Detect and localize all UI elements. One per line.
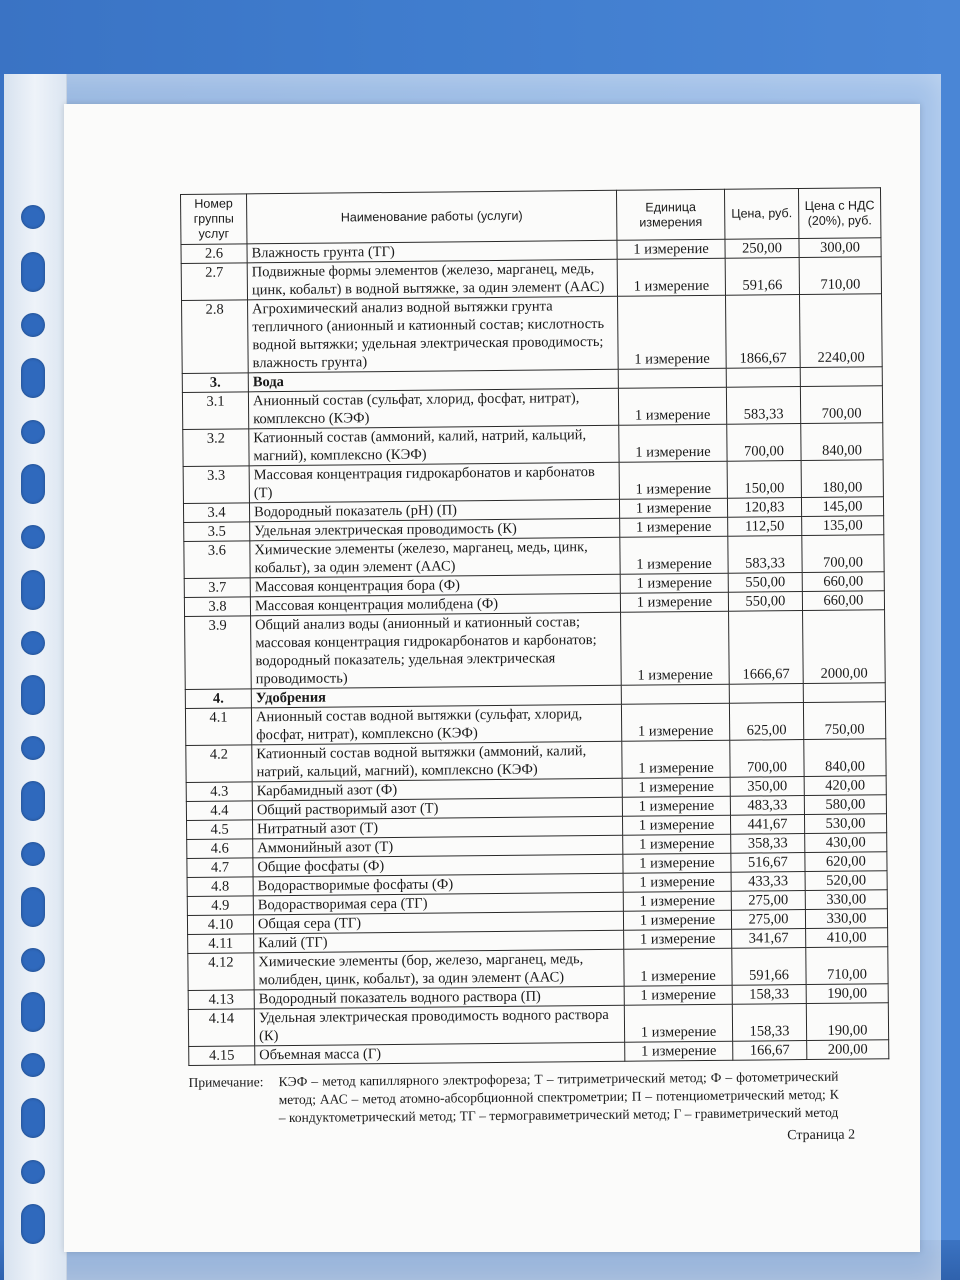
cell-number: 3. bbox=[182, 373, 248, 393]
punch-hole bbox=[21, 570, 45, 610]
cell-number: 4.10 bbox=[187, 915, 253, 935]
punch-hole bbox=[21, 631, 45, 655]
cell-price: 700,00 bbox=[727, 424, 801, 462]
document-content bbox=[180, 187, 889, 1150]
cell-number: 3.2 bbox=[183, 429, 249, 467]
cell-unit: 1 измерение bbox=[617, 239, 725, 259]
cell-name: Анионный состав (сульфат, хлорид, фосфат, нитрат), комплексно (КЭФ) bbox=[248, 388, 618, 429]
punch-hole bbox=[21, 992, 45, 1032]
punch-hole bbox=[21, 1098, 45, 1138]
cell-number: 3.4 bbox=[183, 503, 249, 523]
cell-price: 166,67 bbox=[733, 1041, 807, 1061]
cell-name: Общие фосфаты (Ф) bbox=[253, 854, 623, 877]
table-row bbox=[182, 386, 882, 430]
header-unit: Единица измерения bbox=[616, 189, 724, 240]
cell-number: 4.13 bbox=[188, 990, 254, 1010]
table-header-row bbox=[181, 188, 881, 245]
cell-number: 4.14 bbox=[188, 1009, 254, 1047]
table-row bbox=[184, 535, 884, 579]
cell-unit: 1 измерение bbox=[620, 517, 728, 537]
table-row bbox=[182, 294, 883, 374]
cell-number: 2.6 bbox=[181, 244, 247, 264]
cell-number: 4.15 bbox=[189, 1046, 255, 1066]
punch-hole bbox=[21, 887, 45, 927]
cell-name: Массовая концентрация бора (Ф) bbox=[250, 574, 620, 597]
cell-name: Водорастворимые фосфаты (Ф) bbox=[253, 873, 623, 896]
cell-price-vat: 840,00 bbox=[804, 739, 886, 777]
punch-hole bbox=[21, 1160, 45, 1184]
cell-price: 120,83 bbox=[727, 498, 801, 518]
header-price-vat: Цена с НДС (20%), руб. bbox=[798, 188, 880, 239]
paper-sheet bbox=[64, 104, 920, 1252]
cell-number: 4.9 bbox=[187, 896, 253, 916]
cell-price: 700,00 bbox=[730, 740, 804, 778]
cell-name: Удобрения bbox=[251, 685, 621, 708]
cell-unit: 1 измерение bbox=[624, 929, 732, 949]
cell-name: Массовая концентрация гидрокарбонатов и карбонатов (Т) bbox=[249, 462, 619, 503]
cell-price-vat: 750,00 bbox=[803, 702, 885, 740]
cell-unit: 1 измерение bbox=[619, 498, 727, 518]
page-number: Страница 2 bbox=[787, 1127, 856, 1144]
cell-price: 625,00 bbox=[729, 703, 803, 741]
cell-price: 583,33 bbox=[726, 387, 800, 425]
cell-number: 4.8 bbox=[187, 877, 253, 897]
cell-price: 591,66 bbox=[725, 258, 799, 296]
cell-number: 3.6 bbox=[184, 541, 250, 579]
cell-unit: 1 измерение bbox=[624, 948, 732, 986]
cell-price: 341,67 bbox=[732, 929, 806, 949]
cell-unit: 1 измерение bbox=[620, 573, 728, 593]
cell-price: 158,33 bbox=[732, 1004, 806, 1042]
cell-price-vat: 520,00 bbox=[805, 871, 887, 891]
cell-name: Общий растворимый азот (Т) bbox=[252, 797, 622, 820]
punch-hole bbox=[21, 358, 45, 398]
cell-number: 2.7 bbox=[181, 263, 247, 301]
punch-hole bbox=[21, 781, 45, 821]
cell-name: Катионный состав (аммоний, калий, натрий, кальций, магний), комплексно (КЭФ) bbox=[249, 425, 619, 466]
punch-hole bbox=[21, 313, 45, 337]
punch-hole bbox=[21, 252, 45, 292]
header-service-name: Наименование работы (услуги) bbox=[247, 190, 617, 244]
cell-unit: 1 измерение bbox=[622, 777, 730, 797]
cell-price: 516,67 bbox=[731, 853, 805, 873]
cell-number: 4.12 bbox=[188, 953, 254, 991]
cell-price-vat: 710,00 bbox=[806, 947, 888, 985]
cell-price-vat: 190,00 bbox=[806, 1003, 888, 1041]
punch-hole bbox=[21, 205, 45, 229]
table-row bbox=[185, 702, 885, 746]
cell-unit: 1 измерение bbox=[622, 740, 730, 778]
cell-number: 3.8 bbox=[184, 597, 250, 617]
cell-unit: 1 измерение bbox=[625, 1041, 733, 1061]
cell-unit: 1 измерение bbox=[621, 611, 730, 685]
cell-price bbox=[729, 684, 803, 704]
cell-name: Катионный состав водной вытяжки (аммоний, калий, натрий, кальций, магний), комплексно (КЭФ) bbox=[252, 741, 622, 782]
cell-number: 4.3 bbox=[186, 782, 252, 802]
cell-number: 3.1 bbox=[182, 392, 248, 430]
cell-name: Аммонийный азот (Т) bbox=[253, 835, 623, 858]
header-price: Цена, руб. bbox=[724, 189, 798, 240]
cell-price: 483,33 bbox=[730, 796, 804, 816]
cell-unit: 1 измерение bbox=[619, 424, 727, 462]
cell-price: 275,00 bbox=[731, 910, 805, 930]
cell-name: Анионный состав водной вытяжки (сульфат, хлорид, фосфат, нитрат), комплексно (КЭФ) bbox=[251, 704, 621, 745]
cell-name: Нитратный азот (Т) bbox=[253, 816, 623, 839]
cell-price-vat: 135,00 bbox=[802, 516, 884, 536]
cell-unit: 1 измерение bbox=[624, 985, 732, 1005]
cell-unit: 1 измерение bbox=[624, 1004, 732, 1042]
cell-unit: 1 измерение bbox=[620, 592, 728, 612]
cell-name: Вода bbox=[248, 369, 618, 392]
cell-number: 3.9 bbox=[185, 616, 252, 690]
cell-price-vat: 330,00 bbox=[805, 909, 887, 929]
cell-name: Объемная масса (Г) bbox=[255, 1042, 625, 1065]
table-row bbox=[183, 423, 883, 467]
cell-unit bbox=[618, 368, 726, 388]
cell-name: Химические элементы (железо, марганец, медь, цинк, кобальт), за один элемент (ААС) bbox=[250, 537, 620, 578]
cell-number: 3.7 bbox=[184, 578, 250, 598]
cell-number: 3.5 bbox=[184, 522, 250, 542]
cell-unit: 1 измерение bbox=[618, 387, 726, 425]
cell-unit: 1 измерение bbox=[623, 910, 731, 930]
cell-price-vat: 145,00 bbox=[801, 497, 883, 517]
footnote-label: Примечание: bbox=[188, 1074, 264, 1090]
cell-price: 112,50 bbox=[728, 517, 802, 537]
footnote bbox=[188, 1067, 888, 1128]
header-group-number: Номер группы услуг bbox=[181, 194, 247, 245]
cell-name: Карбамидный азот (Ф) bbox=[252, 778, 622, 801]
cell-number: 4.5 bbox=[187, 820, 253, 840]
footnote-text: КЭФ – метод капиллярного электрофореза; Т – титриметрический метод; Ф – фотометрический метод; ААС – метод атомно-абсорбционной спектрометрии; П – потенциометрический метод; К – кондуктометрический метод; ТГ – термогравиметрический метод; Г – гравиметрический метод bbox=[278, 1068, 839, 1126]
cell-unit bbox=[621, 684, 729, 704]
cell-price-vat: 420,00 bbox=[804, 776, 886, 796]
cell-number: 3.3 bbox=[183, 466, 249, 504]
cell-name: Агрохимический анализ водной вытяжки грунта тепличного (анионный и катионный состав; кислотность водной вытяжки; удельная электрическая проводимость; влажность грунта) bbox=[248, 296, 619, 373]
table-row bbox=[186, 739, 886, 783]
cell-name: Подвижные формы элементов (железо, марганец, медь, цинк, кобальт) в водной вытяжке, за один элемент (ААС) bbox=[247, 259, 617, 300]
cell-price-vat: 840,00 bbox=[801, 423, 883, 461]
punch-hole bbox=[21, 736, 45, 760]
cell-price-vat: 190,00 bbox=[806, 984, 888, 1004]
cell-name: Общий анализ воды (анионный и катионный состав; массовая концентрация гидрокарбонатов и карбонатов; водородный показатель; удельная электрическая проводимость) bbox=[251, 612, 622, 689]
cell-name: Удельная электрическая проводимость (К) bbox=[250, 518, 620, 541]
cell-name: Водородный показатель (pH) (П) bbox=[249, 499, 619, 522]
cell-number: 4.2 bbox=[186, 745, 252, 783]
table-row bbox=[183, 460, 883, 504]
cell-price-vat: 530,00 bbox=[804, 814, 886, 834]
cell-unit: 1 измерение bbox=[621, 703, 729, 741]
cell-name: Массовая концентрация молибдена (Ф) bbox=[250, 593, 620, 616]
cell-name: Удельная электрическая проводимость водного раствора (К) bbox=[254, 1005, 624, 1046]
cell-price: 1666,67 bbox=[729, 611, 804, 685]
cell-number: 4.7 bbox=[187, 858, 253, 878]
cell-price: 250,00 bbox=[725, 239, 799, 259]
price-table bbox=[180, 187, 889, 1066]
cell-price-vat: 2000,00 bbox=[803, 610, 886, 684]
cell-price: 583,33 bbox=[728, 536, 802, 574]
cell-price-vat: 700,00 bbox=[800, 386, 882, 424]
cell-unit: 1 измерение bbox=[620, 536, 728, 574]
table-row bbox=[188, 947, 888, 991]
cell-name: Общая сера (ТГ) bbox=[253, 911, 623, 934]
cell-price: 441,67 bbox=[730, 815, 804, 835]
cell-price-vat: 410,00 bbox=[806, 928, 888, 948]
cell-price-vat: 660,00 bbox=[802, 572, 884, 592]
table-row bbox=[181, 257, 881, 301]
cell-unit: 1 измерение bbox=[622, 815, 730, 835]
cell-price: 433,33 bbox=[731, 872, 805, 892]
punch-hole bbox=[21, 525, 45, 549]
cell-price-vat: 580,00 bbox=[804, 795, 886, 815]
cell-price-vat: 330,00 bbox=[805, 890, 887, 910]
cell-price-vat: 660,00 bbox=[802, 591, 884, 611]
cell-unit: 1 измерение bbox=[623, 891, 731, 911]
cell-price-vat: 620,00 bbox=[805, 852, 887, 872]
punch-hole bbox=[21, 1053, 45, 1077]
cell-unit: 1 измерение bbox=[617, 258, 725, 296]
cell-unit: 1 измерение bbox=[619, 461, 727, 499]
cell-price: 158,33 bbox=[732, 985, 806, 1005]
punch-hole bbox=[21, 1204, 45, 1244]
cell-number: 4.11 bbox=[188, 934, 254, 954]
cell-name: Влажность грунта (ТГ) bbox=[247, 240, 617, 263]
punch-hole bbox=[21, 948, 45, 972]
table-row bbox=[185, 610, 886, 690]
cell-unit: 1 измерение bbox=[623, 834, 731, 854]
cell-price: 358,33 bbox=[731, 834, 805, 854]
cell-price: 275,00 bbox=[731, 891, 805, 911]
punch-hole bbox=[21, 675, 45, 715]
cell-number: 2.8 bbox=[182, 300, 249, 374]
cell-price-vat: 700,00 bbox=[802, 535, 884, 573]
cell-price-vat: 710,00 bbox=[799, 257, 881, 295]
cell-price: 350,00 bbox=[730, 777, 804, 797]
cell-price-vat: 180,00 bbox=[801, 460, 883, 498]
cell-price-vat: 2240,00 bbox=[799, 294, 882, 368]
cell-price: 550,00 bbox=[728, 592, 802, 612]
table-body bbox=[181, 238, 889, 1066]
cell-price-vat bbox=[803, 683, 885, 703]
punch-hole bbox=[21, 464, 45, 504]
cell-price bbox=[726, 368, 800, 388]
punch-hole bbox=[21, 842, 45, 866]
cell-unit: 1 измерение bbox=[622, 796, 730, 816]
cell-unit: 1 измерение bbox=[618, 295, 727, 369]
cell-name: Химические элементы (бор, железо, марганец, медь, молибден, цинк, кобальт), за один элемент (ААС) bbox=[254, 949, 624, 990]
cell-price-vat: 200,00 bbox=[807, 1040, 889, 1060]
cell-name: Водородный показатель водного раствора (П) bbox=[254, 986, 624, 1009]
cell-price-vat: 430,00 bbox=[805, 833, 887, 853]
cell-unit: 1 измерение bbox=[623, 853, 731, 873]
cell-name: Водорастворимая сера (ТГ) bbox=[253, 892, 623, 915]
cell-number: 4. bbox=[185, 689, 251, 709]
cell-price: 591,66 bbox=[732, 948, 806, 986]
punch-hole bbox=[21, 420, 45, 444]
cell-number: 4.1 bbox=[185, 708, 251, 746]
table-row bbox=[188, 1003, 888, 1047]
cell-price: 150,00 bbox=[727, 461, 801, 499]
cell-price-vat: 300,00 bbox=[799, 238, 881, 258]
cell-unit: 1 измерение bbox=[623, 872, 731, 892]
cell-price: 550,00 bbox=[728, 573, 802, 593]
cell-price: 1866,67 bbox=[725, 295, 800, 369]
cell-number: 4.6 bbox=[187, 839, 253, 859]
cell-number: 4.4 bbox=[186, 801, 252, 821]
cell-name: Калий (ТГ) bbox=[254, 930, 624, 953]
cell-price-vat bbox=[800, 367, 882, 387]
